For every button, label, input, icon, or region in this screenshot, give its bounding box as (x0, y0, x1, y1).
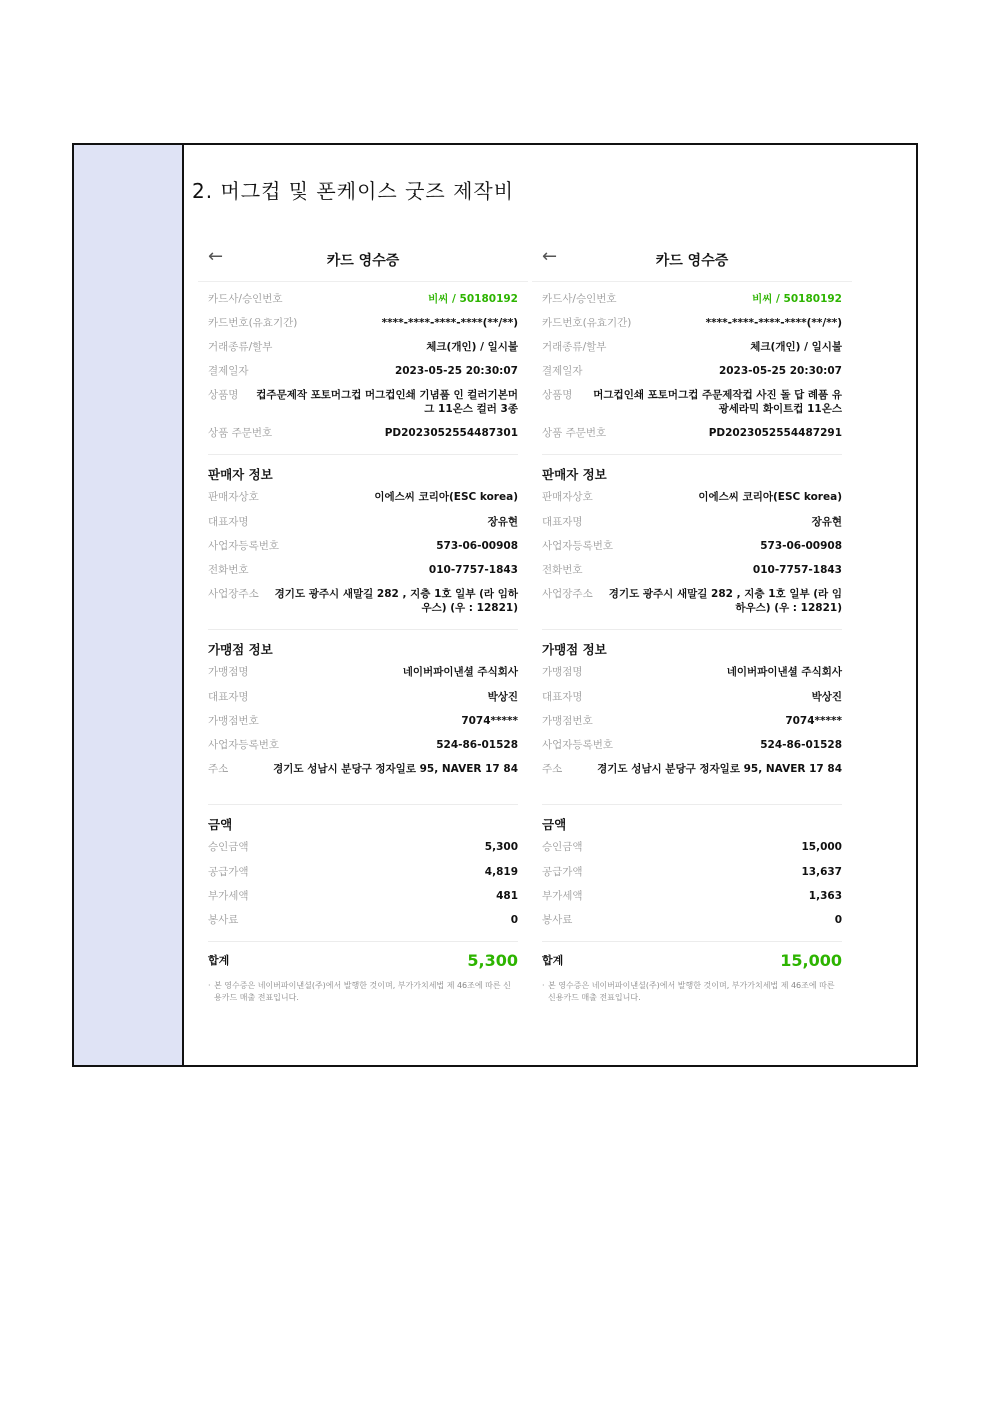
row-label: 사업자등록번호 (542, 739, 614, 751)
row-value: 010-7757-1843 (428, 564, 518, 576)
row-label: 주소 (208, 763, 229, 775)
merchant-rows (532, 665, 852, 800)
receipt-header (198, 237, 528, 282)
row-label: 대표자명 (208, 516, 249, 528)
card-info-row (208, 316, 518, 340)
seller-row (208, 490, 518, 515)
arrow-left-icon[interactable]: ← (542, 246, 558, 267)
row-value: 체크(개인) / 일시불 (426, 341, 518, 353)
row-label: 승인금액 (208, 841, 249, 853)
document-frame (72, 143, 918, 1067)
merchant-row (208, 714, 518, 738)
bullet-icon: · (542, 981, 545, 990)
row-label: 사업자등록번호 (208, 540, 280, 552)
row-value: ****-****-****-****(**/**) (381, 317, 518, 329)
row-label: 카드사/승인번호 (208, 293, 283, 305)
row-value: 573-06-00908 (436, 540, 518, 552)
seller-row (208, 587, 518, 625)
row-value: 체크(개인) / 일시불 (750, 341, 842, 353)
merchant-row (542, 690, 842, 714)
row-value: 7074***** (785, 715, 842, 727)
card-info-row (542, 292, 842, 316)
receipt-note (532, 980, 852, 1004)
amount-row (208, 840, 518, 865)
merchant-row (208, 738, 518, 762)
seller-row (208, 539, 518, 563)
row-label: 거래종류/할부 (542, 341, 607, 353)
card-info-row (208, 292, 518, 316)
row-label: 결제일자 (208, 365, 249, 377)
seller-section-title: 판매자 정보 (208, 467, 273, 482)
card-info-rows (198, 292, 528, 450)
row-label: 전화번호 (208, 564, 249, 576)
row-label: 판매자상호 (208, 491, 259, 503)
row-label: 공급가액 (542, 866, 583, 878)
merchant-row (542, 762, 842, 800)
row-value: 4,819 (484, 866, 518, 878)
row-value: 경기도 성남시 분당구 정자일로 95, NAVER 17 84 (273, 763, 518, 775)
section-title: 2. 머그컵 및 폰케이스 굿즈 제작비 (192, 179, 515, 203)
row-label: 상품명 (208, 389, 239, 401)
merchant-section-title: 가맹점 정보 (208, 642, 273, 657)
amount-section-title: 금액 (542, 817, 567, 832)
row-value: 524-86-01528 (760, 739, 842, 751)
merchant-row (208, 665, 518, 690)
row-value: 장유현 (811, 516, 842, 528)
merchant-row (208, 690, 518, 714)
row-value: 2023-05-25 20:30:07 (718, 365, 842, 377)
row-value: 비씨 / 50180192 (428, 293, 518, 305)
row-label: 부가세액 (208, 890, 249, 902)
total-amount: 15,000 (780, 950, 842, 970)
amount-row (542, 865, 842, 889)
amount-row (542, 840, 842, 865)
row-value: 481 (496, 890, 518, 902)
row-value: 573-06-00908 (760, 540, 842, 552)
row-value: 경기도 광주시 새말길 282 , 지층 1호 일부 (라 임하우스) (우 : 12821) (608, 588, 842, 614)
row-value: PD2023052554487301 (384, 427, 518, 439)
row-label: 승인금액 (542, 841, 583, 853)
card-info-rows (532, 292, 852, 450)
card-info-row (208, 426, 518, 450)
seller-row (542, 515, 842, 539)
amount-row (208, 913, 518, 937)
seller-rows (532, 490, 852, 625)
row-label: 카드번호(유효기간) (208, 317, 298, 329)
amount-row (542, 913, 842, 937)
row-value: 네이버파이낸셜 주식회사 (726, 666, 842, 678)
seller-row (542, 587, 842, 625)
row-label: 대표자명 (542, 691, 583, 703)
row-label: 사업장주소 (542, 588, 593, 600)
row-label: 봉사료 (542, 914, 573, 926)
row-label: 판매자상호 (542, 491, 593, 503)
row-label: 사업장주소 (208, 588, 259, 600)
total-label: 합계 (542, 954, 564, 967)
total-amount: 5,300 (467, 950, 518, 970)
row-label: 주소 (542, 763, 563, 775)
row-value: 머그컵인쇄 포토머그컵 주문제작컵 사진 돌 답 례품 유광세라믹 화이트컵 11온스 (593, 389, 842, 415)
row-value: 경기도 광주시 새말길 282 , 지층 1호 일부 (라 임하우스) (우 : 12821) (274, 588, 518, 614)
row-value: 이에스씨 코리아(ESC korea) (698, 491, 842, 503)
row-label: 전화번호 (542, 564, 583, 576)
receipt-header (532, 237, 852, 282)
card-info-row (208, 388, 518, 426)
total-label: 합계 (208, 954, 230, 967)
row-value: 524-86-01528 (436, 739, 518, 751)
seller-row (208, 515, 518, 539)
row-value: 13,637 (801, 866, 842, 878)
amount-rows (532, 840, 852, 937)
receipt-note (198, 980, 528, 1004)
row-label: 카드번호(유효기간) (542, 317, 632, 329)
row-value: 경기도 성남시 분당구 정자일로 95, NAVER 17 84 (597, 763, 842, 775)
row-value: 컵주문제작 포토머그컵 머그컵인쇄 기념품 인 컬러기본머그 11온스 컬러 3종 (256, 389, 518, 415)
row-value: 1,363 (808, 890, 842, 902)
row-value: 박상진 (487, 691, 518, 703)
card-info-row (542, 340, 842, 364)
card-info-row (542, 364, 842, 388)
card-info-row (542, 316, 842, 340)
row-value: 이에스씨 코리아(ESC korea) (374, 491, 518, 503)
row-label: 사업자등록번호 (208, 739, 280, 751)
row-label: 카드사/승인번호 (542, 293, 617, 305)
row-value: 0 (510, 914, 518, 926)
receipt-title: 카드 영수증 (326, 253, 400, 269)
seller-row (542, 490, 842, 515)
row-value: 박상진 (811, 691, 842, 703)
total-row (532, 948, 852, 972)
row-label: 가맹점명 (542, 666, 583, 678)
row-value: 2023-05-25 20:30:07 (394, 365, 518, 377)
seller-row (208, 563, 518, 587)
amount-row (208, 865, 518, 889)
row-label: 상품명 (542, 389, 573, 401)
merchant-row (542, 665, 842, 690)
total-row (198, 948, 528, 972)
row-label: 공급가액 (208, 866, 249, 878)
row-value: 010-7757-1843 (752, 564, 842, 576)
row-label: 가맹점명 (208, 666, 249, 678)
seller-rows (198, 490, 528, 625)
row-label: 부가세액 (542, 890, 583, 902)
amount-rows (198, 840, 528, 937)
row-label: 거래종류/할부 (208, 341, 273, 353)
row-value: 0 (834, 914, 842, 926)
merchant-rows (198, 665, 528, 800)
merchant-row (542, 714, 842, 738)
row-label: 대표자명 (542, 516, 583, 528)
merchant-section-title: 가맹점 정보 (542, 642, 607, 657)
seller-row (542, 563, 842, 587)
row-label: 상품 주문번호 (542, 427, 607, 439)
card-info-row (208, 364, 518, 388)
amount-row (208, 889, 518, 913)
card-receipt (532, 237, 852, 1004)
row-value: 7074***** (461, 715, 518, 727)
left-label-column (74, 145, 184, 1065)
row-label: 대표자명 (208, 691, 249, 703)
row-value: 15,000 (801, 841, 842, 853)
row-label: 상품 주문번호 (208, 427, 273, 439)
row-label: 봉사료 (208, 914, 239, 926)
row-label: 가맹점번호 (208, 715, 259, 727)
arrow-left-icon[interactable]: ← (208, 246, 224, 267)
row-value: 장유현 (487, 516, 518, 528)
amount-row (542, 889, 842, 913)
receipt-note-text: 본 영수증은 네이버파이낸셜(주)에서 발행한 것이며, 부가가치세법 제 46조에 따른 신용카드 매출 전표입니다. (548, 981, 835, 1002)
seller-section-title: 판매자 정보 (542, 467, 607, 482)
card-info-row (542, 388, 842, 426)
row-label: 사업자등록번호 (542, 540, 614, 552)
seller-row (542, 539, 842, 563)
row-value: 네이버파이낸셜 주식회사 (402, 666, 518, 678)
card-info-row (208, 340, 518, 364)
receipt-note-text: 본 영수증은 네이버파이낸셜(주)에서 발행한 것이며, 부가가치세법 제 46조에 따른 신용카드 매출 전표입니다. (214, 981, 511, 1002)
merchant-row (542, 738, 842, 762)
card-receipt (198, 237, 528, 1004)
row-value: 5,300 (484, 841, 518, 853)
card-info-row (542, 426, 842, 450)
row-value: ****-****-****-****(**/**) (705, 317, 842, 329)
receipt-title: 카드 영수증 (655, 253, 729, 269)
row-label: 가맹점번호 (542, 715, 593, 727)
row-value: 비씨 / 50180192 (752, 293, 842, 305)
row-label: 결제일자 (542, 365, 583, 377)
amount-section-title: 금액 (208, 817, 233, 832)
bullet-icon: · (208, 981, 211, 990)
merchant-row (208, 762, 518, 800)
row-value: PD2023052554487291 (708, 427, 842, 439)
